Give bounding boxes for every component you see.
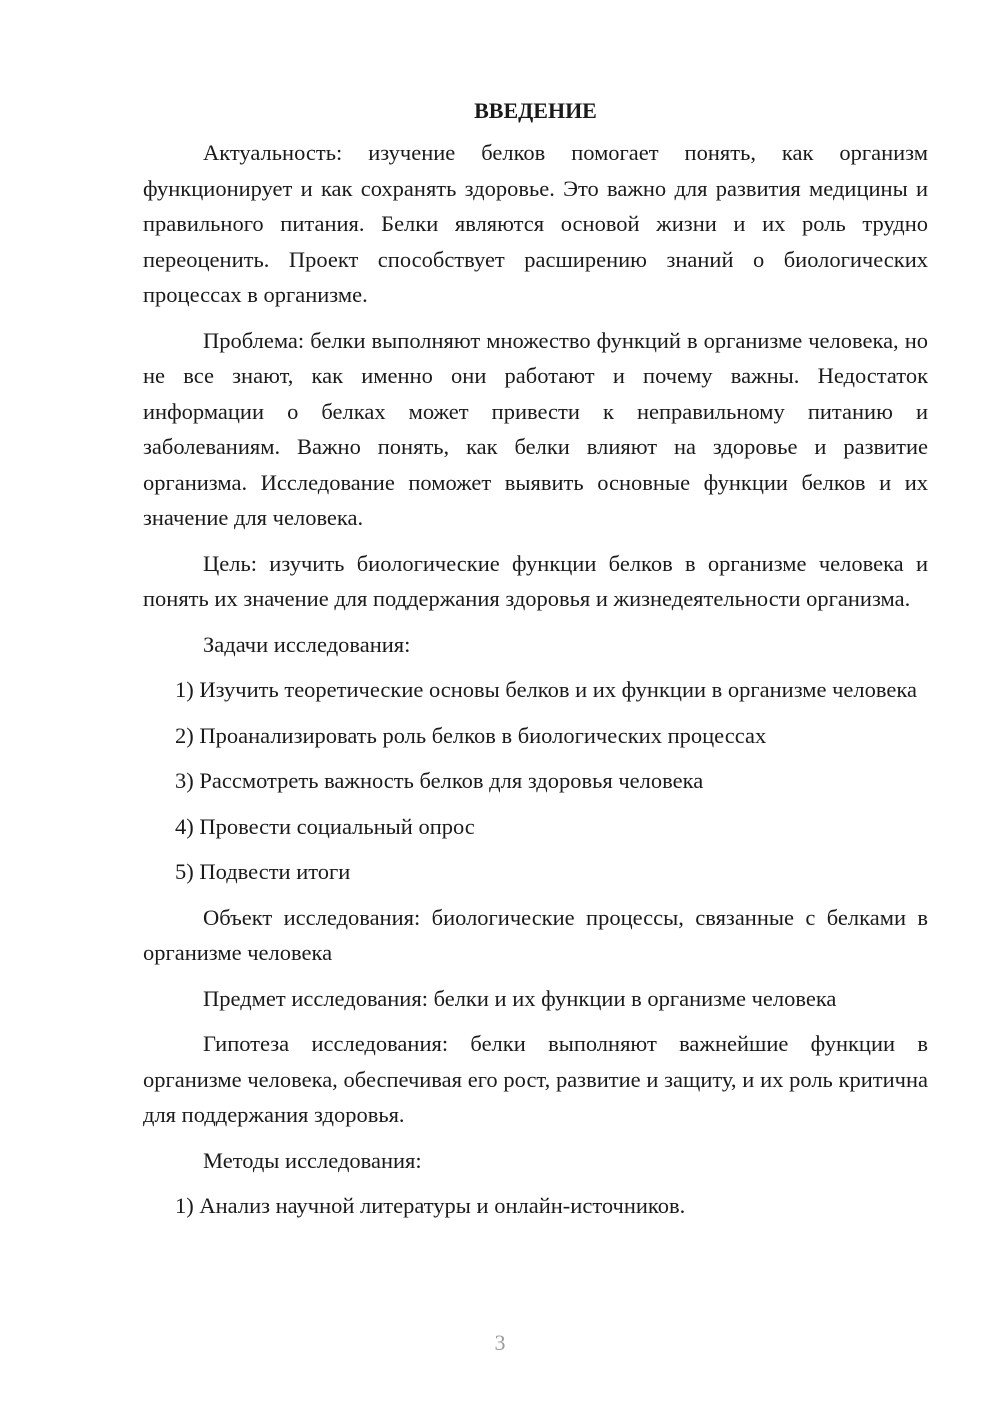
task-item-1: 1) Изучить теоретические основы белков и их функции в организме человека — [175, 677, 917, 702]
task-item-2: 2) Проанализировать роль белков в биологических процессах — [175, 722, 767, 748]
object-paragraph: Объект исследования: биологические процессы, связанные с белками в организме человека — [143, 904, 928, 965]
section-title: ВВЕДЕНИЕ — [474, 98, 597, 123]
problem-paragraph: Проблема: белки выполняют множество функций в организме человека, но не все знают, как именно они работают и почему важны. Недостаток информации о белках может привести к неправильному питанию и заболеваниям. Важно понять, как белки влияют на здоровье и развитие организма. Исследование поможет выявить основные функции белков и их значение для человека. — [143, 327, 928, 530]
relevance-paragraph: Актуальность: изучение белков помогает понять, как организм функционирует и как сохранять здоровье. Это важно для развития медицины и правильного питания. Белки являются основой жизни и их роль трудно переоценить. Проект способствует расширению знаний о биологических процессах в организме. — [143, 140, 928, 307]
document-page — [143, 96, 928, 1234]
task-item-3: 3) Рассмотреть важность белков для здоровья человека — [175, 768, 704, 793]
task-item-5: 5) Подвести итоги — [175, 859, 351, 884]
task-item-4: 4) Провести социальный опрос — [175, 813, 475, 839]
method-item-1: 1) Анализ научной литературы и онлайн-источников. — [175, 1193, 686, 1218]
goal-paragraph: Цель: изучить биологические функции белков в организме человека и понять их значение для поддержания здоровья и жизнедеятельности организма. — [143, 550, 928, 611]
tasks-heading: Задачи исследования: — [203, 631, 411, 657]
page-number: 3 — [494, 1330, 506, 1355]
hypothesis-paragraph: Гипотеза исследования: белки выполняют важнейшие функции в организме человека, обеспечивая его рост, развитие и защиту, и их роль критична для поддержания здоровья. — [143, 1031, 928, 1127]
methods-heading: Методы исследования: — [203, 1147, 422, 1173]
subject-paragraph: Предмет исследования: белки и их функции в организме человека — [203, 985, 837, 1011]
